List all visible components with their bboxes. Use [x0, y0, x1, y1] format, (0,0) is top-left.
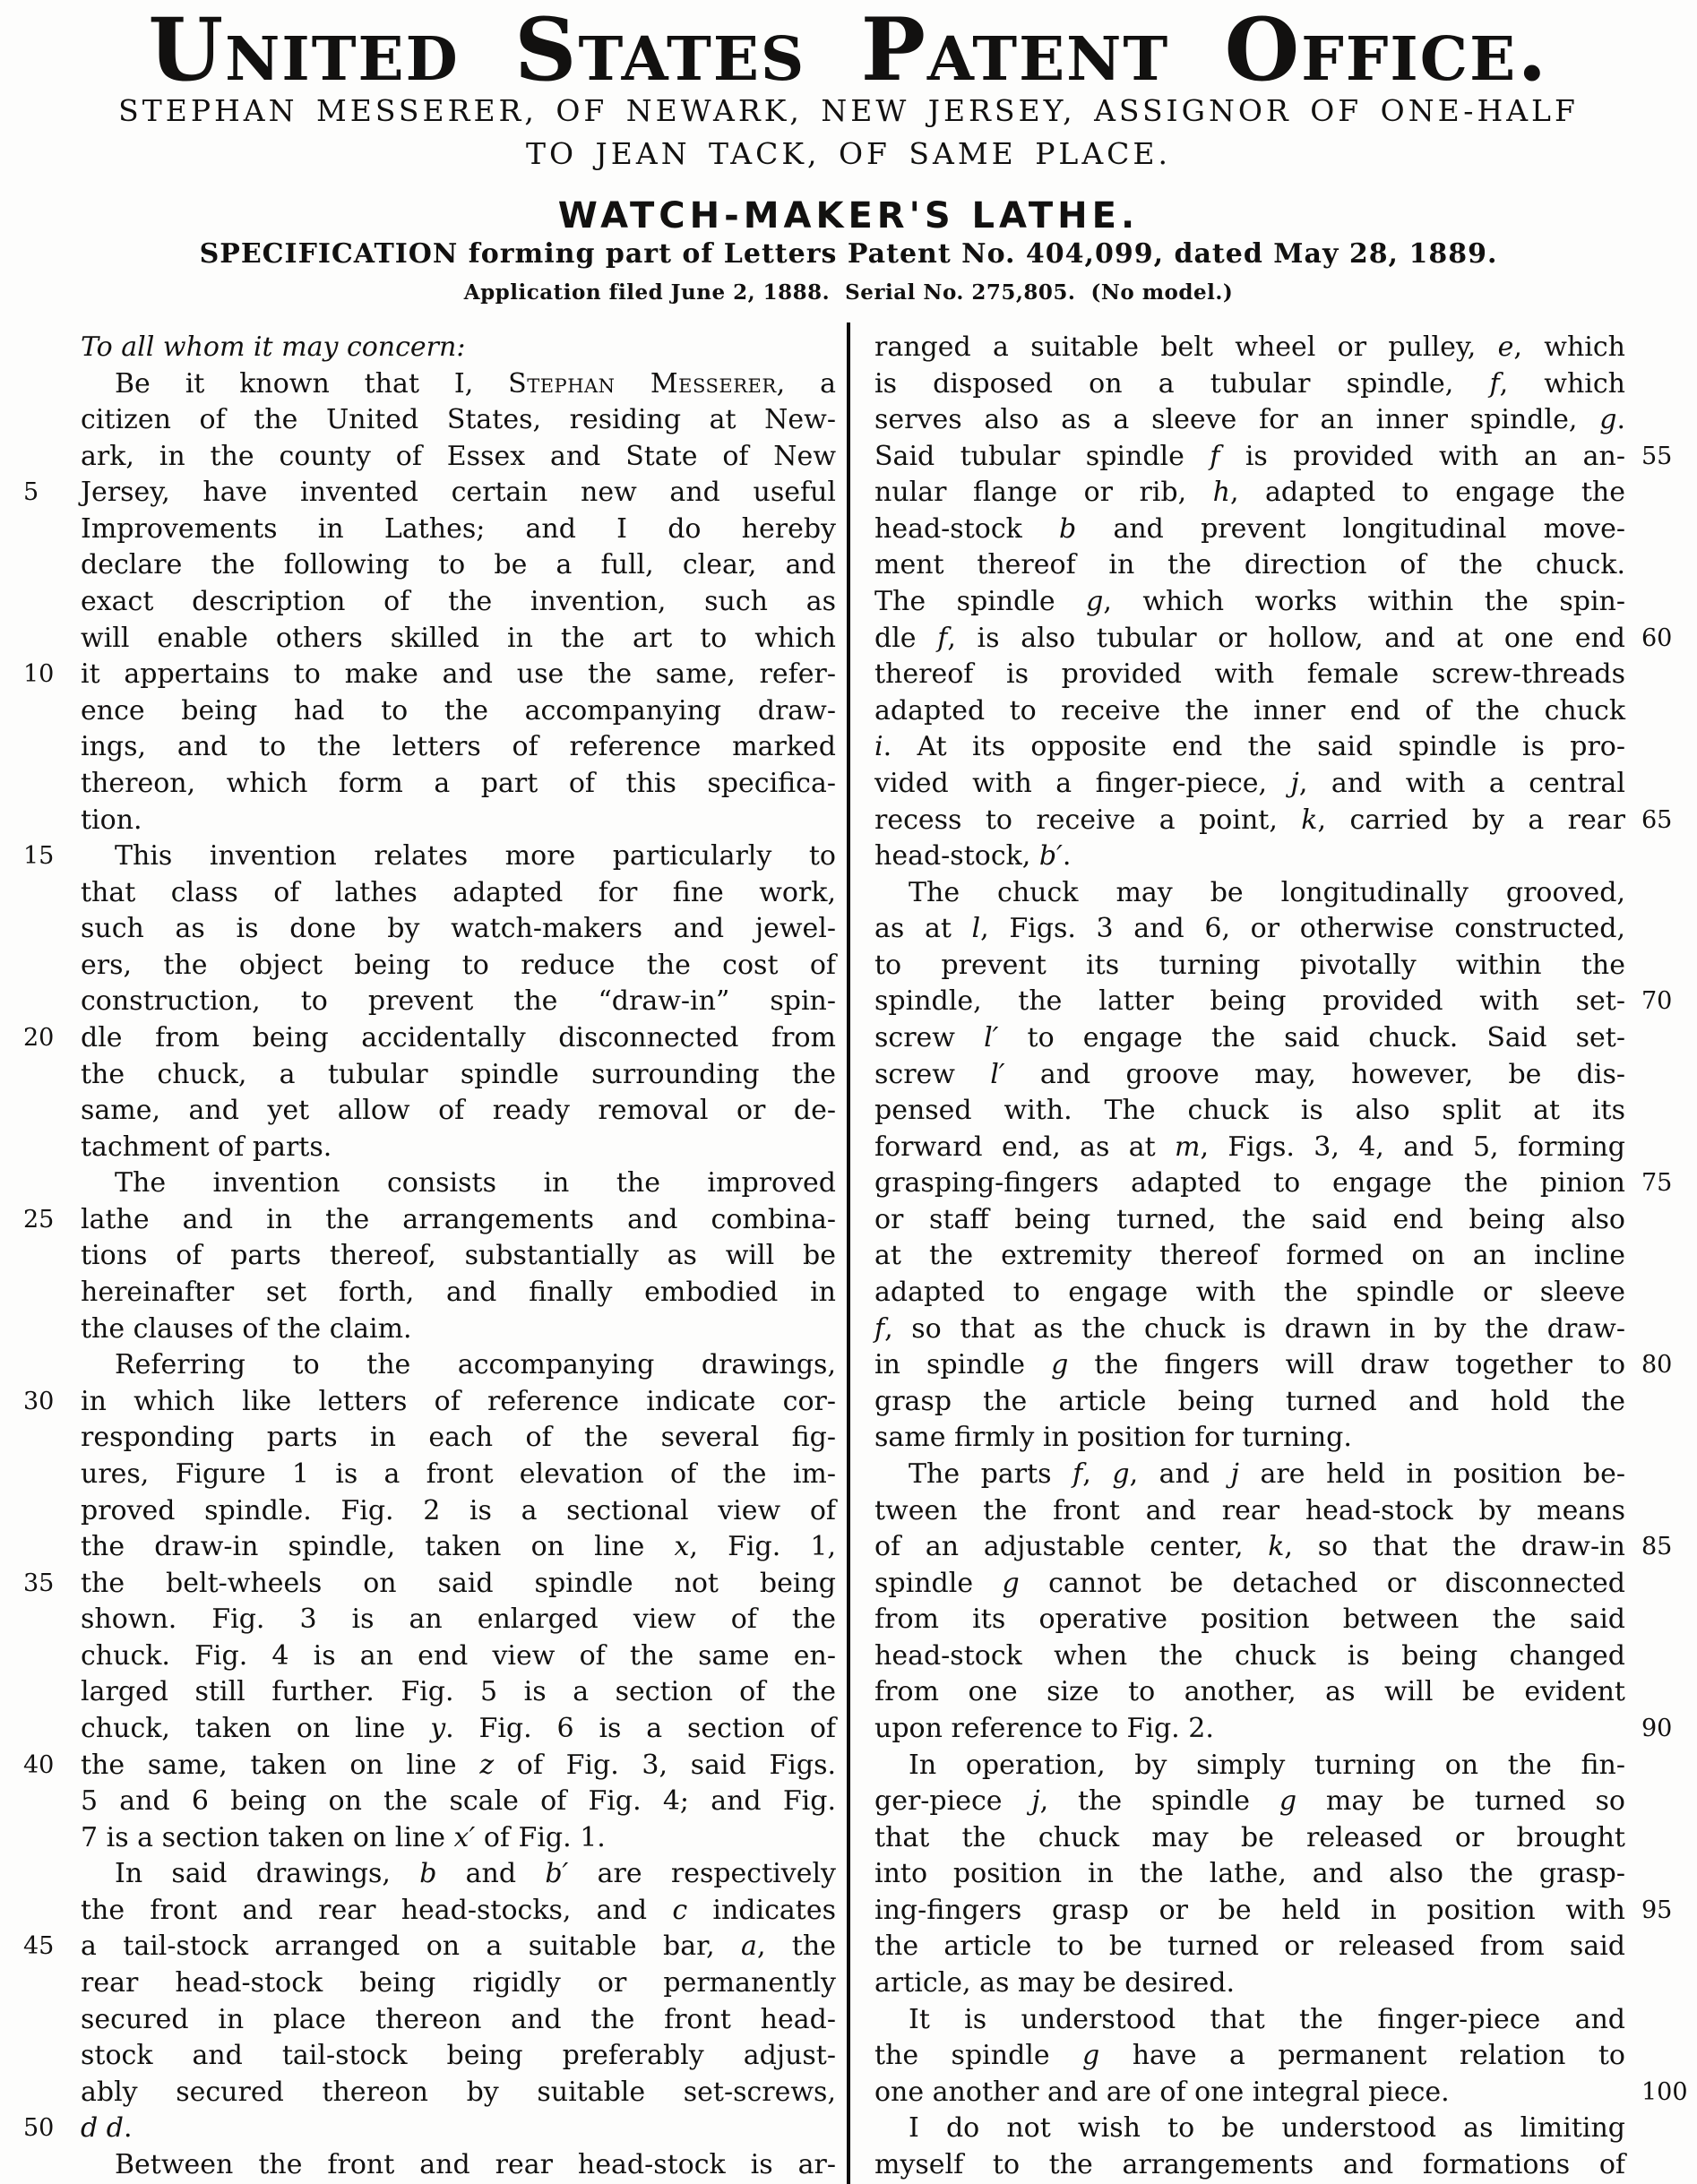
line-text: chuck, taken on line y. Fig. 6 is a section of: [81, 1712, 837, 1744]
line-text: vided with a finger-piece, j, and with a central: [874, 767, 1625, 799]
margin-line-number: 10: [23, 660, 55, 689]
line-text: myself to the arrangements and formations of: [874, 2148, 1625, 2180]
line-text: Said tubular spindle f is provided with an an-: [874, 440, 1626, 472]
line-text: tween the front and rear head-stock by means: [874, 1494, 1625, 1526]
line-text: The invention consists in the improved: [115, 1167, 836, 1199]
line-text: responding parts in each of the several fig-: [81, 1422, 836, 1454]
reference-letter: b′: [545, 1858, 569, 1890]
text-line: [81, 512, 836, 548]
line-text: adapted to receive the inner end of the chuck: [874, 694, 1625, 727]
reference-letter: j: [1230, 1457, 1239, 1490]
text-line: [81, 1165, 836, 1202]
text-line: [874, 1347, 1673, 1384]
reference-letter: g: [1086, 586, 1104, 618]
text-line: [874, 803, 1673, 839]
line-text: pensed with. The chuck is also split at its: [874, 1095, 1625, 1127]
text-line: [81, 1638, 836, 1675]
line-text: rear head-stock being rigidly or permanently: [81, 1967, 836, 1999]
text-line: [81, 1238, 836, 1275]
reference-letter: y: [430, 1712, 446, 1744]
line-text: the draw-in spindle, taken on line x, Fig. 1,: [81, 1531, 836, 1563]
text-line: [81, 2147, 836, 2184]
text-line: [874, 1856, 1625, 1893]
line-text: Between the front and rear head-stock is ar-: [115, 2148, 836, 2180]
text-line: [81, 875, 836, 912]
reference-letter: j: [1031, 1785, 1040, 1818]
text-line: [874, 1238, 1625, 1275]
text-line: [81, 1965, 836, 2002]
line-text: the same, taken on line z of Fig. 3, said Figs.: [81, 1749, 836, 1781]
margin-line-number: 40: [23, 1750, 55, 1779]
line-text: The spindle g, which works within the spin-: [874, 586, 1625, 618]
text-line: [81, 1711, 836, 1748]
text-line: [874, 2038, 1625, 2075]
line-text: grasping-fingers adapted to engage the pinion: [874, 1167, 1625, 1199]
line-text: nular flange or rib, h, adapted to engage the: [874, 477, 1625, 509]
text-line: [81, 621, 836, 658]
line-text: screw l′ to engage the said chuck. Said set-: [874, 1021, 1625, 1053]
text-line: [874, 875, 1625, 912]
margin-line-number: 35: [23, 1569, 55, 1597]
text-line: [874, 838, 1625, 875]
text-line: [23, 1384, 836, 1421]
line-text: in which like letters of reference indicate cor-: [81, 1385, 836, 1417]
small-caps-name: Stephan Messerer: [508, 367, 777, 400]
margin-line-number: 70: [1641, 987, 1673, 1016]
line-text: to prevent its turning pivotally within the: [874, 949, 1625, 981]
line-text: forward end, as at m, Figs. 3, 4, and 5, forming: [874, 1131, 1625, 1163]
text-line: [874, 1820, 1625, 1857]
text-line: [81, 584, 836, 621]
page-title: United States Patent Office.: [148, 0, 1549, 100]
margin-line-number: 5: [23, 478, 39, 507]
text-line: [874, 1893, 1673, 1930]
line-text: from its operative position between the said: [874, 1604, 1625, 1636]
line-text: a tail-stock arranged on a suitable bar, a, the: [81, 1930, 836, 1963]
text-line: [874, 1384, 1625, 1421]
text-line: [874, 1711, 1673, 1748]
line-text: ably secured thereon by suitable set-screws,: [81, 2076, 836, 2108]
reference-letter: d d: [81, 2112, 124, 2145]
line-text: serves also as a sleeve for an inner spindle, g.: [874, 404, 1625, 436]
margin-line-number: 50: [23, 2114, 55, 2143]
margin-line-number: 15: [23, 842, 55, 871]
line-text: article, as may be desired.: [874, 1967, 1236, 1999]
line-text: ark, in the county of Essex and State of New: [81, 440, 836, 472]
text-line: [81, 2038, 836, 2075]
text-line: [81, 2075, 836, 2111]
line-text: dle from being accidentally disconnected from: [81, 1021, 836, 1053]
text-line: [874, 911, 1625, 948]
line-text: tions of parts thereof, substantially as will be: [81, 1240, 836, 1272]
text-line: [874, 1674, 1625, 1711]
reference-letter: To all whom it may concern:: [81, 331, 466, 363]
line-text: from one size to another, as will be evident: [874, 1676, 1625, 1708]
text-line: [874, 330, 1625, 366]
line-text: the chuck, a tubular spindle surrounding the: [81, 1058, 836, 1090]
margin-line-number: 75: [1641, 1169, 1673, 1198]
line-text: construction, to prevent the “draw-in” spin-: [81, 985, 836, 1018]
text-line: [81, 2002, 836, 2039]
text-line: [81, 1347, 836, 1384]
text-line: [874, 1093, 1625, 1130]
line-text: lathe and in the arrangements and combina-: [81, 1203, 836, 1235]
text-line: [874, 439, 1673, 476]
assignor-line-2: TO JEAN TACK, OF SAME PLACE.: [525, 136, 1171, 171]
reference-letter: g: [1112, 1457, 1130, 1490]
margin-line-number: 30: [23, 1387, 55, 1415]
margin-line-number: 45: [23, 1932, 55, 1961]
line-text: shown. Fig. 3 is an enlarged view of the: [81, 1604, 836, 1636]
reference-letter: b: [1059, 512, 1077, 545]
margin-line-number: 95: [1641, 1896, 1673, 1924]
column-left: [23, 330, 837, 2183]
line-text: recess to receive a point, k, carried by a rear: [874, 804, 1625, 836]
line-text: it appertains to make and use the same, refer-: [81, 658, 836, 691]
line-text: chuck. Fig. 4 is an end view of the same en-: [81, 1639, 836, 1672]
line-text: into position in the lathe, and also the grasp-: [874, 1858, 1625, 1890]
text-line: [23, 657, 836, 693]
line-text: 5 and 6 being on the scale of Fig. 4; and Fig.: [81, 1785, 836, 1818]
line-text: or staff being turned, the said end being also: [874, 1203, 1625, 1235]
text-line: [874, 1784, 1625, 1820]
line-text: hereinafter set forth, and finally embodied in: [81, 1277, 836, 1309]
reference-letter: g: [1599, 404, 1617, 436]
line-text: stock and tail-stock being preferably adjust-: [81, 2040, 836, 2072]
line-text: ings, and to the letters of reference marked: [81, 731, 836, 763]
line-text: I do not wish to be understood as limiting: [909, 2112, 1625, 2145]
text-line: [81, 439, 836, 476]
text-line: [81, 1493, 836, 1530]
text-line: [874, 1311, 1625, 1348]
text-line: [874, 1202, 1625, 1239]
reference-letter: x: [674, 1531, 690, 1563]
line-text: that the chuck may be released or brought: [874, 1821, 1625, 1853]
line-text: thereon, which form a part of this specifica-: [81, 767, 836, 799]
line-text: the belt-wheels on said spindle not being: [81, 1567, 836, 1599]
text-line: [874, 1965, 1625, 2002]
reference-letter: c: [672, 1894, 688, 1926]
text-line: [874, 1493, 1625, 1530]
text-line: [81, 803, 836, 839]
line-text: ranged a suitable belt wheel or pulley, e, which: [874, 331, 1625, 363]
text-line: [81, 1602, 836, 1638]
text-line: [874, 1457, 1625, 1493]
line-text: secured in place thereon and the front head-: [81, 2003, 836, 2035]
text-line: [23, 1020, 836, 1057]
line-text: ers, the object being to reduce the cost of: [81, 949, 836, 981]
reference-letter: g: [1082, 2040, 1100, 2072]
line-text: d d.: [81, 2112, 133, 2145]
line-text: one another and are of one integral piece.: [874, 2076, 1450, 2108]
line-text: proved spindle. Fig. 2 is a sectional view of: [81, 1494, 836, 1526]
reference-letter: f: [1210, 440, 1220, 472]
text-line: [81, 984, 836, 1020]
margin-line-number: 20: [23, 1023, 55, 1052]
line-text: that class of lathes adapted for fine work,: [81, 876, 836, 908]
reference-letter: l: [971, 913, 981, 945]
line-text: at the extremity thereof formed on an incline: [874, 1240, 1625, 1272]
text-line: [81, 1893, 836, 1930]
line-text: Jersey, have invented certain new and useful: [81, 477, 836, 509]
line-text: Referring to the accompanying drawings,: [115, 1349, 836, 1381]
line-text: head-stock b and prevent longitudinal move-: [874, 512, 1625, 545]
text-line: [23, 1929, 836, 1965]
reference-letter: l′: [990, 1058, 1005, 1090]
text-line: [874, 729, 1625, 766]
text-line: [81, 1856, 836, 1893]
line-text: grasp the article being turned and hold the: [874, 1385, 1625, 1417]
text-line: [874, 1566, 1625, 1603]
reference-letter: f: [1072, 1457, 1083, 1490]
text-line: [874, 366, 1625, 403]
reference-letter: i: [874, 731, 883, 763]
line-text: will enable others skilled in the art to which: [81, 622, 836, 654]
line-text: citizen of the United States, residing at New-: [81, 404, 836, 436]
line-text: the article to be turned or released from said: [874, 1930, 1625, 1963]
line-text: In said drawings, b and b′ are respectively: [115, 1858, 836, 1890]
invention-title: WATCH-MAKER'S LATHE.: [557, 195, 1140, 236]
text-line: [874, 657, 1625, 693]
text-line: [874, 1165, 1673, 1202]
text-line: [81, 729, 836, 766]
line-text: This invention relates more particularly to: [115, 840, 836, 873]
text-line: [81, 1674, 836, 1711]
text-line: [874, 512, 1625, 548]
line-text: adapted to engage with the spindle or sleeve: [874, 1277, 1625, 1309]
line-text: head-stock, b′.: [874, 840, 1072, 873]
text-line: [23, 1566, 836, 1603]
margin-line-number: 25: [23, 1205, 55, 1234]
line-text: Improvements in Lathes; and I do hereby: [81, 512, 836, 545]
line-text: ence being had to the accompanying draw-: [81, 694, 836, 727]
text-line: [874, 547, 1625, 584]
text-line: [23, 2111, 836, 2147]
line-text: spindle g cannot be detached or disconnected: [874, 1567, 1625, 1599]
line-text: the front and rear head-stocks, and c indicates: [81, 1894, 836, 1926]
margin-line-number: 55: [1641, 442, 1673, 470]
line-text: declare the following to be a full, clear, and: [81, 549, 836, 581]
text-line: [874, 1420, 1625, 1457]
line-text: upon reference to Fig. 2.: [874, 1712, 1214, 1744]
line-text: In operation, by simply turning on the fin-: [909, 1749, 1625, 1781]
line-text: tion.: [81, 804, 142, 836]
text-line: [81, 1057, 836, 1094]
line-text: head-stock when the chuck is being changed: [874, 1639, 1625, 1672]
line-text: same, and yet allow of ready removal or de-: [81, 1095, 836, 1127]
line-text: The chuck may be longitudinally grooved,: [909, 876, 1625, 908]
text-line: [81, 1130, 836, 1166]
text-line: [81, 766, 836, 803]
line-text: thereof is provided with female screw-threads: [874, 658, 1625, 691]
line-text: in spindle g the fingers will draw together to: [874, 1349, 1626, 1381]
line-text: spindle, the latter being provided with set-: [874, 985, 1625, 1018]
line-text: such as is done by watch-makers and jewel-: [81, 913, 836, 945]
text-line: [81, 911, 836, 948]
text-line: [81, 1420, 836, 1457]
line-text: i. At its opposite end the said spindle is pro-: [874, 731, 1625, 763]
reference-letter: h: [1212, 477, 1230, 509]
line-text: The parts f, g, and j are held in position be-: [909, 1457, 1625, 1490]
text-line: [81, 1093, 836, 1130]
specification-line: SPECIFICATION forming part of Letters Patent No. 404,099, dated May 28, 1889.: [199, 238, 1498, 270]
line-text: ment thereof in the direction of the chuck.: [874, 549, 1625, 581]
reference-letter: k: [1268, 1531, 1285, 1563]
margin-line-number: 60: [1641, 623, 1673, 652]
text-line: [81, 1311, 836, 1348]
text-line: [874, 984, 1673, 1020]
reference-letter: z: [479, 1749, 495, 1781]
text-line: [23, 838, 836, 875]
line-text: of an adjustable center, k, so that the draw-in: [874, 1531, 1626, 1563]
line-text: [81, 331, 465, 363]
text-line: [874, 766, 1625, 803]
text-line: [874, 2075, 1688, 2111]
line-text: is disposed on a tubular spindle, f, which: [874, 367, 1625, 400]
reference-letter: l′: [984, 1021, 999, 1053]
text-line: [81, 1529, 836, 1566]
text-line: [874, 1529, 1673, 1566]
reference-letter: g: [1279, 1785, 1297, 1818]
line-text: Be it known that I, Stephan Messerer, a: [115, 367, 836, 400]
line-text: the clauses of the claim.: [81, 1312, 412, 1345]
line-text: exact description of the invention, such as: [81, 586, 836, 618]
text-line: [81, 366, 836, 403]
text-line: [81, 1784, 836, 1820]
reference-letter: e: [1497, 331, 1514, 363]
text-line: [874, 1130, 1625, 1166]
text-line: [81, 330, 836, 366]
margin-line-number: 90: [1641, 1714, 1673, 1742]
margin-line-number: 100: [1641, 2077, 1688, 2106]
line-text: It is understood that the finger-piece and: [909, 2003, 1625, 2035]
line-text: the spindle g have a permanent relation to: [874, 2040, 1625, 2072]
line-text: tachment of parts.: [81, 1131, 332, 1163]
margin-line-number: 65: [1641, 805, 1673, 834]
text-line: [23, 1748, 836, 1784]
text-line: [81, 1457, 836, 1493]
line-text: ger-piece j, the spindle g may be turned so: [874, 1785, 1625, 1818]
text-line: [874, 2002, 1625, 2039]
text-line: [874, 1638, 1625, 1675]
text-line: [81, 1820, 836, 1857]
column-right: [874, 330, 1688, 2183]
text-line: [874, 584, 1625, 621]
text-line: [874, 621, 1673, 658]
reference-letter: a: [741, 1930, 757, 1963]
text-line: [81, 693, 836, 730]
text-line: [81, 948, 836, 985]
text-line: [874, 2111, 1625, 2147]
text-line: [874, 1275, 1625, 1311]
text-line: [874, 693, 1625, 730]
line-text: f, so that as the chuck is drawn in by the draw-: [874, 1312, 1625, 1345]
reference-letter: k: [1301, 804, 1318, 836]
line-text: same firmly in position for turning.: [874, 1422, 1352, 1454]
reference-letter: f: [937, 622, 948, 654]
text-line: [874, 948, 1625, 985]
text-line: [874, 1020, 1625, 1057]
line-text: 7 is a section taken on line x′ of Fig. 1.: [81, 1821, 606, 1853]
reference-letter: b: [419, 1858, 437, 1890]
margin-line-number: 85: [1641, 1533, 1673, 1561]
line-text: ures, Figure 1 is a front elevation of the im-: [81, 1457, 836, 1490]
text-line: [23, 475, 836, 512]
text-line: [874, 1602, 1625, 1638]
margin-line-number: 80: [1641, 1351, 1673, 1380]
line-text: ing-fingers grasp or be held in position with: [874, 1894, 1625, 1926]
reference-letter: f: [874, 1312, 885, 1345]
text-line: [874, 475, 1625, 512]
text-line: [874, 1057, 1625, 1094]
line-text: larged still further. Fig. 5 is a section of the: [81, 1676, 836, 1708]
text-line: [81, 1275, 836, 1311]
text-line: [874, 2147, 1625, 2184]
text-line: [81, 402, 836, 439]
reference-letter: g: [1002, 1567, 1020, 1599]
reference-letter: b′: [1038, 840, 1063, 873]
column-divider: [847, 322, 850, 2184]
application-line: Application filed June 2, 1888. Serial No. 275,805. (No model.): [463, 280, 1234, 305]
reference-letter: x′: [453, 1821, 476, 1853]
reference-letter: j: [1290, 767, 1299, 799]
text-line: [23, 1202, 836, 1239]
reference-letter: m: [1175, 1131, 1201, 1163]
line-text: screw l′ and groove may, however, be dis-: [874, 1058, 1625, 1090]
line-text: as at l, Figs. 3 and 6, or otherwise constructed,: [874, 913, 1625, 945]
assignor-line-1: STEPHAN MESSERER, OF NEWARK, NEW JERSEY, ASSIGNOR OF ONE-HALF: [118, 93, 1579, 128]
reference-letter: g: [1051, 1349, 1069, 1381]
line-text: dle f, is also tubular or hollow, and at one end: [874, 622, 1625, 654]
text-line: [874, 402, 1625, 439]
text-line: [874, 1748, 1625, 1784]
reference-letter: f: [1489, 367, 1500, 400]
text-line: [81, 547, 836, 584]
text-line: [874, 1929, 1625, 1965]
